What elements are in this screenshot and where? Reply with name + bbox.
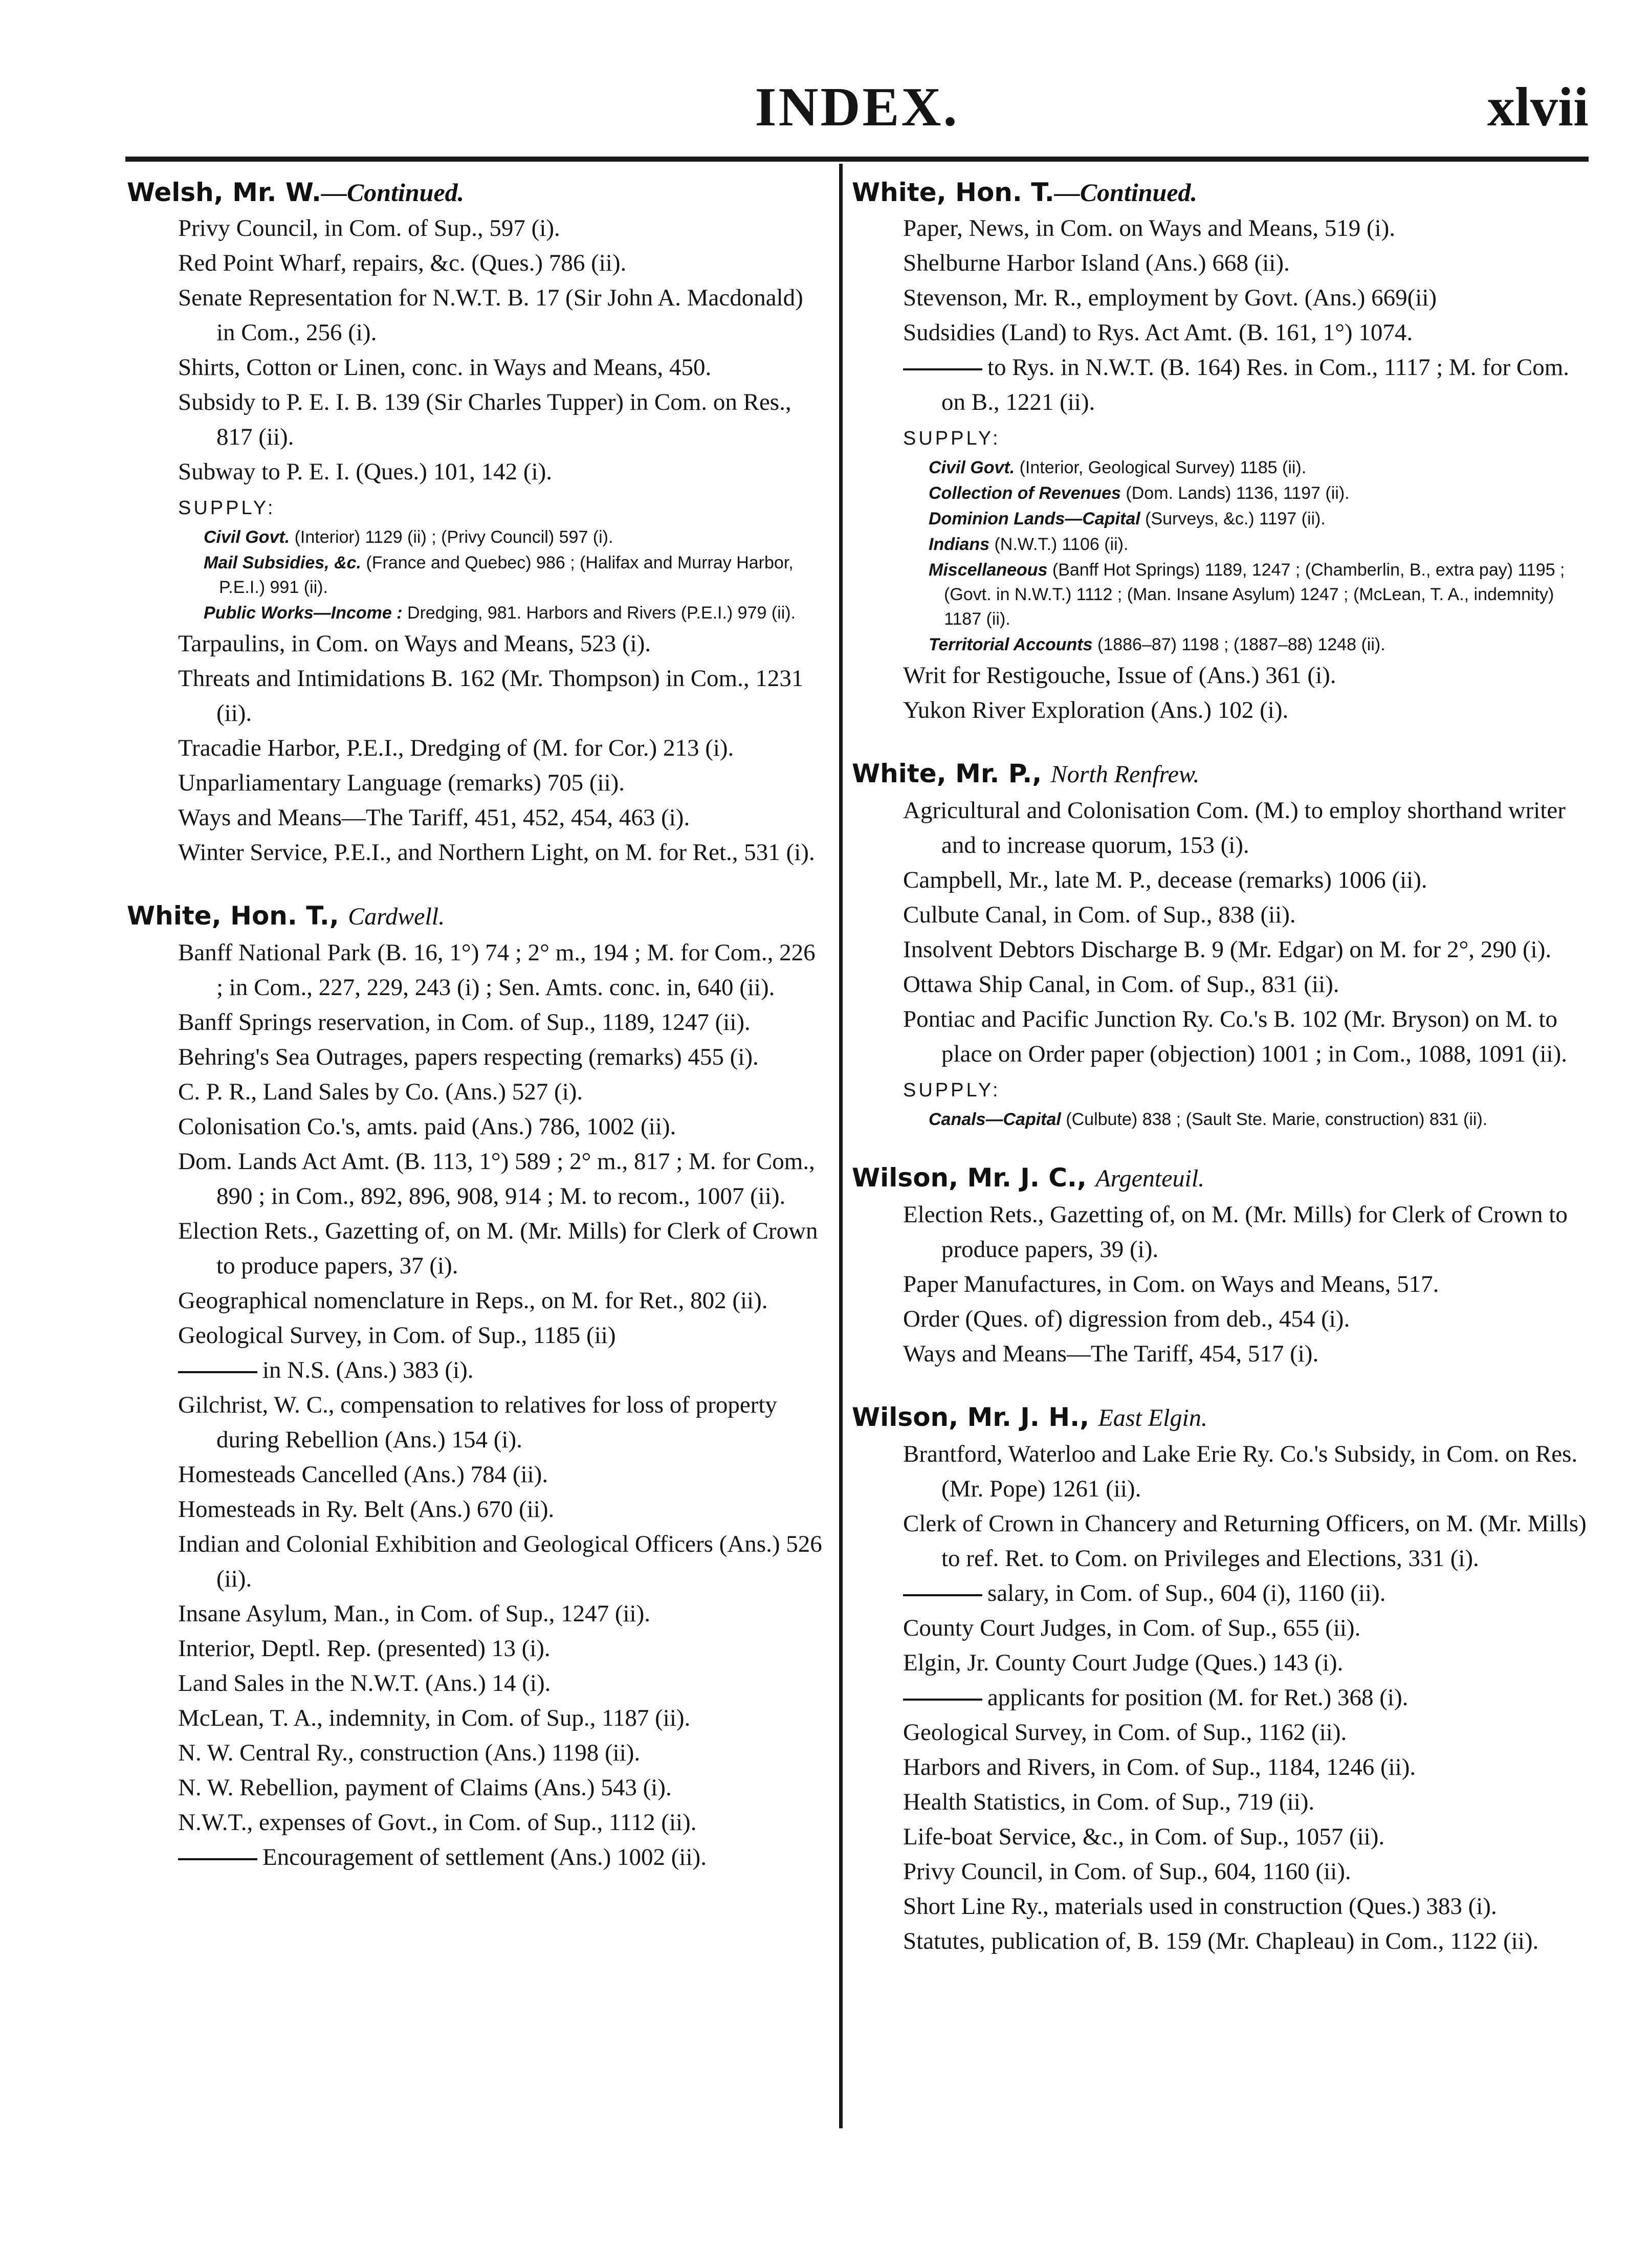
index-entry (852, 755, 1589, 1132)
entry-item: Life-boat Service, &c., in Com. of Sup., 1057 (ii). (903, 1823, 1385, 1850)
supply-text: (France and Quebec) 986 ; (Halifax and Murray Harbor, P.E.I.) 991 (ii). (219, 553, 794, 597)
entry-subitem (127, 1353, 828, 1388)
supply-category: Mail Subsidies, &c. (204, 553, 361, 572)
entry-item: Subsidy to P. E. I. B. 139 (Sir Charles Tupper) in Com. on Res., 817 (ii). (178, 389, 791, 450)
entry-subitem (127, 1840, 828, 1875)
entry-item: Pontiac and Pacific Junction Ry. Co.'s B. 102 (Mr. Bryson) on M. to place on Order paper (objection) 1001 ; in Com., 1088, 1091 (ii). (903, 1006, 1568, 1067)
entry-item: Dom. Lands Act Amt. (B. 113, 1°) 589 ; 2° m., 817 ; M. for Com., 890 ; in Com., 892, 896, 908, 914 ; M. to recom., 1007 (ii). (178, 1148, 815, 1209)
supply-item (852, 507, 1589, 531)
entry-name: Wilson, Mr. J. H., (852, 1402, 1090, 1432)
entry-item: Stevenson, Mr. R., employment by Govt. (Ans.) 669(ii) (903, 284, 1437, 311)
supply-item (852, 455, 1589, 480)
entry-item: Clerk of Crown in Chancery and Returning Officers, on M. (Mr. Mills) to ref. Ret. to Com. on Privileges and Elections, 331 (i). (903, 1510, 1587, 1572)
entry-item: Insane Asylum, Man., in Com. of Sup., 1247 (ii). (178, 1600, 650, 1627)
index-entry (852, 1399, 1589, 1958)
entry-item: Winter Service, P.E.I., and Northern Light, on M. for Ret., 531 (i). (178, 839, 815, 866)
entry-item: Privy Council, in Com. of Sup., 604, 1160 (ii). (903, 1858, 1351, 1885)
entry-item: Shirts, Cotton or Linen, conc. in Ways and Means, 450. (178, 354, 712, 381)
entry-item: Campbell, Mr., late M. P., decease (remarks) 1006 (ii). (903, 867, 1427, 893)
entry-item: Senate Representation for N.W.T. B. 17 (Sir John A. Macdonald) in Com., 256 (i). (178, 284, 803, 346)
entry-item: Election Rets., Gazetting of, on M. (Mr. Mills) for Clerk of Crown to produce papers, 37 (i). (178, 1218, 818, 1279)
supply-category: Dominion Lands—Capital (929, 509, 1140, 529)
entry-name: Wilson, Mr. J. C., (852, 1163, 1087, 1193)
supply-category: Canals—Capital (929, 1110, 1061, 1129)
index-entry (127, 174, 828, 870)
entry-item: Colonisation Co.'s, amts. paid (Ans.) 786, 1002 (ii). (178, 1113, 676, 1140)
entry-item: Writ for Restigouche, Issue of (Ans.) 361 (i). (903, 662, 1336, 689)
entry-item: Paper Manufactures, in Com. on Ways and Means, 517. (903, 1271, 1439, 1297)
entry-item: Banff Springs reservation, in Com. of Sup., 1189, 1247 (ii). (178, 1009, 751, 1036)
column-divider (839, 164, 843, 2128)
entry-item: N.W.T., expenses of Govt., in Com. of Sup., 1112 (ii). (178, 1809, 697, 1836)
subitem-text: applicants for position (M. for Ret.) 368 (i). (987, 1684, 1409, 1711)
entry-item: Privy Council, in Com. of Sup., 597 (i). (178, 215, 560, 241)
ditto-dash (178, 1371, 257, 1373)
index-entry (852, 1159, 1589, 1371)
supply-label: SUPPLY: (903, 1080, 1001, 1101)
entry-item: Red Point Wharf, repairs, &c. (Ques.) 786 (ii). (178, 250, 627, 276)
supply-category: Territorial Accounts (929, 635, 1093, 654)
supply-text: (Banff Hot Springs) 1189, 1247 ; (Chamberlin, B., extra pay) 1195 ; (Govt. in N.W.T.) 1112 ; (Man. Insane Asylum) 1247 ; (McLean, T. A., indemnity) 1187 (ii). (944, 560, 1565, 629)
ditto-dash (903, 1699, 982, 1701)
supply-text: (Surveys, &c.) 1197 (ii). (1140, 509, 1326, 529)
supply-text: Dredging, 981. Harbors and Rivers (P.E.I.) 979 (ii). (402, 603, 796, 623)
index-entry (127, 897, 828, 1875)
entry-item: Insolvent Debtors Discharge B. 9 (Mr. Edgar) on M. for 2°, 290 (i). (903, 936, 1552, 963)
entry-item: Land Sales in the N.W.T. (Ans.) 14 (i). (178, 1670, 551, 1697)
entry-heading (852, 174, 1589, 211)
supply-category: Collection of Revenues (929, 483, 1121, 503)
entry-item: Tarpaulins, in Com. on Ways and Means, 523 (i). (178, 630, 651, 657)
supply-category: Public Works—Income : (204, 603, 403, 623)
entry-constituency: Argenteuil. (1095, 1165, 1205, 1192)
entry-heading (852, 1399, 1589, 1437)
supply-text: (1886–87) 1198 ; (1887–88) 1248 (ii). (1092, 635, 1385, 654)
supply-category: Miscellaneous (929, 560, 1048, 580)
entry-item: Geographical nomenclature in Reps., on M. for Ret., 802 (ii). (178, 1287, 768, 1314)
entry-item: Agricultural and Colonisation Com. (M.) to employ shorthand writer and to increase quorum, 153 (i). (903, 797, 1566, 858)
entry-constituency: Cardwell. (348, 903, 445, 930)
entry-item: Homesteads in Ry. Belt (Ans.) 670 (ii). (178, 1496, 555, 1523)
entry-subitem (852, 1576, 1589, 1611)
entry-constituency: North Renfrew. (1050, 761, 1200, 788)
entry-item: Indian and Colonial Exhibition and Geological Officers (Ans.) 526 (ii). (178, 1531, 822, 1592)
entry-item: Subway to P. E. I. (Ques.) 101, 142 (i). (178, 458, 553, 485)
entry-item: Brantford, Waterloo and Lake Erie Ry. Co.'s Subsidy, in Com. on Res. (Mr. Pope) 1261 (ii). (903, 1441, 1578, 1502)
entry-item: Sudsidies (Land) to Rys. Act Amt. (B. 161, 1°) 1074. (903, 319, 1413, 346)
entry-item: Ottawa Ship Canal, in Com. of Sup., 831 (ii). (903, 971, 1339, 998)
supply-text: (Interior, Geological Survey) 1185 (ii). (1015, 458, 1307, 477)
entry-item: Order (Ques. of) digression from deb., 454 (i). (903, 1306, 1350, 1332)
entry-item: N. W. Rebellion, payment of Claims (Ans.) 543 (i). (178, 1774, 672, 1801)
entry-item: N. W. Central Ry., construction (Ans.) 1198 (ii). (178, 1739, 641, 1766)
entry-item: McLean, T. A., indemnity, in Com. of Sup., 1187 (ii). (178, 1705, 691, 1731)
entry-heading (127, 174, 828, 211)
entry-item: Unparliamentary Language (remarks) 705 (ii). (178, 769, 625, 796)
ditto-dash (903, 1594, 982, 1596)
entry-item: Ways and Means—The Tariff, 451, 452, 454, 463 (i). (178, 804, 690, 831)
page-number: xlvii (1487, 77, 1589, 138)
supply-text: (Culbute) 838 ; (Sault Ste. Marie, construction) 831 (ii). (1061, 1110, 1488, 1129)
supply-text: (Interior) 1129 (ii) ; (Privy Council) 597 (i). (290, 527, 613, 547)
index-entry (852, 174, 1589, 728)
entry-item: Interior, Deptl. Rep. (presented) 13 (i). (178, 1635, 551, 1662)
entry-item: Harbors and Rivers, in Com. of Sup., 1184, 1246 (ii). (903, 1754, 1416, 1780)
entry-item: Election Rets., Gazetting of, on M. (Mr. Mills) for Clerk of Crown to produce papers, 39 (i). (903, 1201, 1568, 1263)
page-title: INDEX. (755, 77, 959, 138)
ditto-dash (178, 1858, 257, 1860)
entry-subitem (852, 350, 1589, 420)
entry-item: Yukon River Exploration (Ans.) 102 (i). (903, 697, 1289, 723)
header-rule (125, 157, 1589, 162)
entry-item: Ways and Means—The Tariff, 454, 517 (i). (903, 1340, 1319, 1367)
entry-constituency: East Elgin. (1098, 1404, 1207, 1432)
entry-subitem (852, 1680, 1589, 1715)
entry-item: Statutes, publication of, B. 159 (Mr. Chapleau) in Com., 1122 (ii). (903, 1928, 1539, 1954)
subitem-text: salary, in Com. of Sup., 604 (i), 1160 (ii). (987, 1580, 1386, 1606)
supply-label: SUPPLY: (178, 497, 276, 519)
entry-name: White, Hon. T., (127, 901, 339, 931)
entry-item: Geological Survey, in Com. of Sup., 1162 (ii). (903, 1719, 1347, 1746)
entry-heading (852, 1159, 1589, 1197)
supply-item (852, 532, 1589, 557)
entry-name: Welsh, Mr. W. (127, 178, 321, 207)
entry-item: Short Line Ry., materials used in construction (Ques.) 383 (i). (903, 1893, 1497, 1920)
page-header (125, 77, 1589, 148)
entry-heading (852, 755, 1589, 793)
subitem-text: to Rys. in N.W.T. (B. 164) Res. in Com., 1117 ; M. for Com. on B., 1221 (ii). (941, 354, 1570, 415)
entry-heading (127, 897, 828, 935)
entry-item: Health Statistics, in Com. of Sup., 719 (ii). (903, 1789, 1315, 1815)
entry-item: Shelburne Harbor Island (Ans.) 668 (ii). (903, 250, 1290, 276)
entry-item: Homesteads Cancelled (Ans.) 784 (ii). (178, 1461, 548, 1488)
entry-item: C. P. R., Land Sales by Co. (Ans.) 527 (i). (178, 1078, 583, 1105)
supply-item (852, 481, 1589, 505)
entry-item: Banff National Park (B. 16, 1°) 74 ; 2° m., 194 ; M. for Com., 226 ; in Com., 227, 229, 243 (i) ; Sen. Amts. conc. in, 640 (ii). (178, 939, 816, 1001)
supply-category: Civil Govt. (929, 458, 1015, 477)
subitem-text: in N.S. (Ans.) 383 (i). (262, 1357, 474, 1383)
entry-item: Culbute Canal, in Com. of Sup., 838 (ii). (903, 901, 1296, 928)
right-column (852, 174, 1589, 1986)
entry-item: Gilchrist, W. C., compensation to relatives for loss of property during Rebellion (Ans.) 154 (i). (178, 1392, 777, 1453)
supply-text: (N.W.T.) 1106 (ii). (989, 535, 1129, 554)
supply-item (852, 632, 1589, 657)
entry-name: White, Hon. T. (852, 178, 1054, 207)
supply-item (127, 601, 828, 625)
entry-suffix: —Continued. (1054, 178, 1198, 207)
supply-label: SUPPLY: (903, 428, 1001, 449)
left-column (127, 174, 828, 1902)
entry-suffix: —Continued. (321, 178, 465, 207)
supply-item (852, 1107, 1589, 1132)
entry-item: County Court Judges, in Com. of Sup., 655 (ii). (903, 1615, 1361, 1641)
entry-item: Behring's Sea Outrages, papers respecting (remarks) 455 (i). (178, 1044, 759, 1070)
supply-text: (Dom. Lands) 1136, 1197 (ii). (1120, 483, 1350, 503)
ditto-dash (903, 368, 982, 370)
entry-item: Tracadie Harbor, P.E.I., Dredging of (M. for Cor.) 213 (i). (178, 735, 734, 761)
entry-item: Elgin, Jr. County Court Judge (Ques.) 143 (i). (903, 1649, 1344, 1676)
supply-item (127, 525, 828, 549)
subitem-text: Encouragement of settlement (Ans.) 1002 (ii). (262, 1844, 707, 1870)
supply-item (852, 558, 1589, 631)
entry-item: Paper, News, in Com. on Ways and Means, 519 (i). (903, 215, 1396, 241)
supply-category: Civil Govt. (204, 527, 290, 547)
supply-item (127, 551, 828, 600)
entry-name: White, Mr. P., (852, 759, 1042, 788)
supply-category: Indians (929, 535, 990, 554)
entry-item: Geological Survey, in Com. of Sup., 1185 (ii) (178, 1322, 616, 1349)
entry-item: Threats and Intimidations B. 162 (Mr. Thompson) in Com., 1231 (ii). (178, 665, 804, 726)
